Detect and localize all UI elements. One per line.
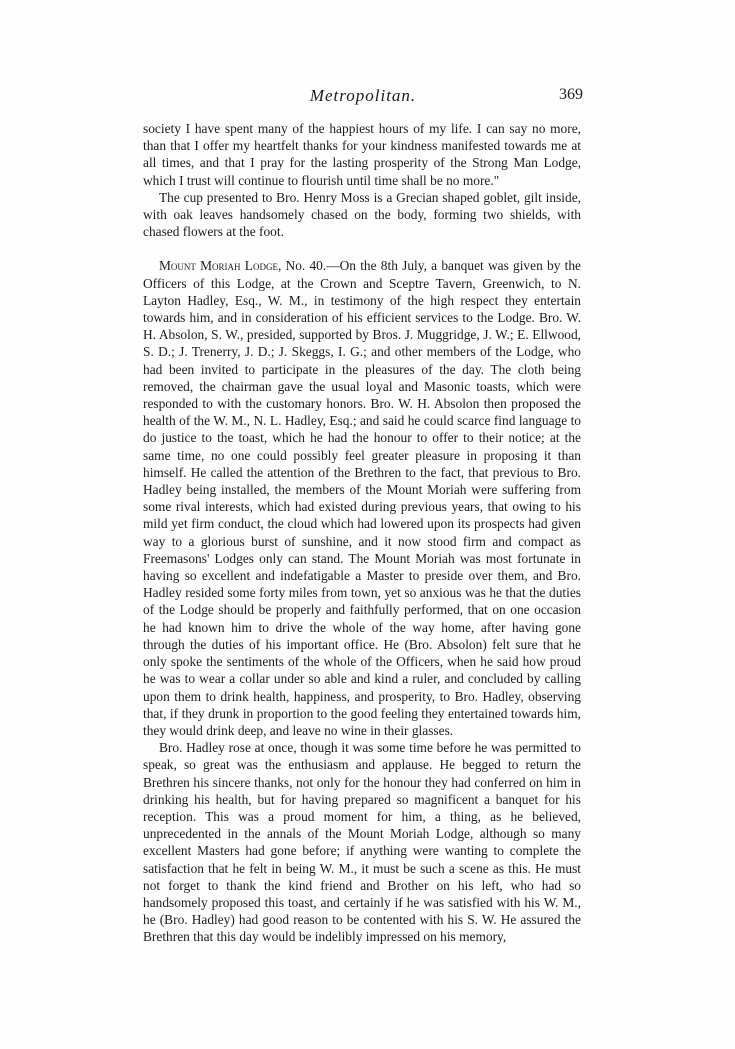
paragraph-text: The cup presented to Bro. Henry Moss is a Grecian shaped goblet, gilt inside, with oak leaves handsomely chased on the body, forming two shields, with chased flowers at the foot. (143, 189, 581, 240)
running-title: Metropolitan. (309, 86, 417, 105)
page-number: 369 (559, 86, 583, 103)
paragraph-continuation (143, 120, 581, 189)
paragraph-text: No. 40.—On the 8th July, a banquet was given by the Officers of this Lodge, at the Crown and Sceptre Tavern, Greenwich, to N. Layton Hadley, Esq., W. M., in testimony of the high respect they entertain towards him, and in consideration of his efficient services to the Lodge. Bro. W. H. Absolon, S. W., presided, supported by Bros. J. Muggridge, J. W.; E. Ellwood, S. D.; J. Trenerry, J. D.; J. Skeggs, I. G.; and other members of the Lodge, who had been invited to participate in the pleasures of the day. The cloth being removed, the chairman gave the usual loyal and Masonic toasts, which were responded to with the customary honors. Bro. W. H. Absolon then proposed the health of the W. M., N. L. Hadley, Esq.; and said he could scarce find language to do justice to the toast, which he had the honour to offer to their notice; at the same time, no one could possibly feel greater pleasure in proposing it than himself. He called the attention of the Brethren to the fact, that previous to Bro. Hadley being installed, the members of the Mount Moriah were suffering from some rival interests, which had existed during previous years, that owing to his mild yet firm conduct, the cloud which had lowered upon its prospects had given way to a glorious burst of sunshine, and it now stood firm and compact as Freemasons' Lodges only can stand. The Mount Moriah was most fortunate in having so excellent and indefatigable a Master to preside over them, and Bro. Hadley resided some forty miles from town, yet so anxious was he that the duties of the Lodge should be properly and faithfully performed, that on one occasion he had known him to drive the whole of the way home, after having gone through the duties of his important office. He (Bro. Absolon) felt sure that he only spoke the sentiments of the whole of the Officers, when he said how proud he was to wear a collar under so able and kind a ruler, and concluded by calling upon them to drink health, happiness, and prosperity, to Bro. Hadley, observing that, if they drunk in proportion to the good feeling they entertained towards him, they would drink deep, and leave no wine in their glasses. (143, 258, 581, 738)
lodge-heading: Mount Moriah Lodge, (159, 258, 282, 274)
page-header (143, 86, 583, 108)
paragraph-text: society I have spent many of the happiest hours of my life. I can say no more, than that I offer my heartfelt thanks for your kindness manifested towards me at all times, and that I pray for the lasting prosperity of the Strong Man Lodge, which I trust will continue to flourish until time shall be no more." (143, 121, 581, 188)
paragraph-hadley-reply (143, 739, 581, 945)
paragraph-cup-description (143, 189, 581, 241)
body-text (143, 120, 581, 946)
paragraph-mount-moriah (143, 257, 581, 739)
paragraph-text: Bro. Hadley rose at once, though it was some time before he was permitted to speak, so great was the enthusiasm and applause. He begged to return the Brethren his sincere thanks, not only for the honour they had conferred on him in drinking his health, but for having prepared so magnificent a banquet for his reception. This was a proud moment for him, a thing, as he believed, unprecedented in the annals of the Mount Moriah Lodge, although so many excellent Masters had gone before; if anything were wanting to complete the satisfaction that he felt in being W. M., it must be such a scene as this. He must not forget to thank the kind friend and Brother on his left, who had so handsomely proposed this toast, and certainly if he was satisfied with his W. M., he (Bro. Hadley) had good reason to be contented with his S. W. He assured the Brethren that this day would be indelibly impressed on his memory, (143, 740, 581, 945)
